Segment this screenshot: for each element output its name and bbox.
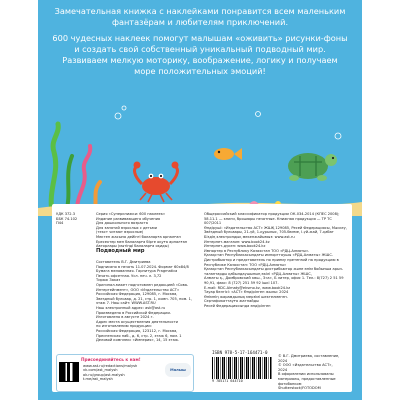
meta-line: (текст читают взрослые)	[96, 230, 144, 235]
intro-text	[52, 6, 348, 82]
meta-line: Для занятий взрослых с детьми	[96, 225, 157, 230]
intro-paragraph-2: 600 чудесных наклеек помогут малышам «оживить» рисунки-фоны и создать свой собственный уникальный подводный мир. Развиваем мелкую моторику, воображение, логику и получаем море положительных эмоций!	[52, 33, 348, 76]
intro-paragraph-1: Замечательная книжка с наклейками понравится всем маленьким фантазёрам и любителям приключений.	[54, 6, 346, 27]
barcode-icon	[212, 357, 272, 379]
social-title: Присоединяйтесь к нам!	[81, 357, 141, 362]
legal-line: Қазақстан Республикасындағы дистрибьютор және өнім бойынша арыз-талаптарды қабылдаушының өкілі «РДЦ-Алматы» ЖШС,	[204, 267, 344, 276]
meta-line: Серия «Суперкнижки: 600 наклеек»	[96, 212, 166, 216]
detail-line: этаж 7. Наш сайт: WWW.AST.RU	[96, 301, 156, 306]
detail-line: по изготовлению продукции:	[96, 324, 152, 329]
imprint-panel	[52, 204, 352, 392]
code-line: П44	[56, 221, 64, 226]
detail-line: Оригинал-макет подготовлен редакцией «Сова-	[96, 282, 189, 287]
social-block	[56, 354, 194, 392]
isbn: ISBN 978-5-17-164471-0	[212, 350, 268, 355]
detail-line: Изготовлено в августе 2024 г.	[96, 315, 154, 320]
legal-line: Тауар белгісі: «АСТ» Өндірілген жылы: 2024	[204, 290, 289, 295]
meta-line: Мектеп жасына дейінгі балаларға арналған	[96, 234, 181, 239]
publisher-logo: Малыш	[165, 363, 191, 377]
detail-line: Российская Федерация, 129085, г. Москва,	[96, 292, 178, 297]
legal-details	[204, 212, 350, 308]
legal-line: Біздің электрондық мекенжайымыз: www.ast.ru	[204, 234, 295, 239]
legal-line: Импортер в Республику Казахстан ТОО «РДЦ-Алматы».	[204, 248, 310, 253]
legal-line: E-mail: RDC-Almaty@eksmo.kz, www.book24.kz	[204, 285, 291, 290]
meta-line: Для дошкольного возраста	[96, 221, 148, 226]
detail-line: Адрес места осуществления деятельности	[96, 319, 179, 324]
underwater-illustration	[38, 96, 362, 216]
copyright-line: В оформлении использованы материалы, предоставленные фотобанком Shutterstock/FOTODOM	[278, 372, 336, 391]
social-link[interactable]: t.me/ast_malysh	[83, 376, 113, 381]
social-links	[83, 364, 137, 381]
copyright-line: © В.Г. Дмитриева, составление, 2024	[278, 354, 340, 363]
meta-line: Издание развивающего обучения	[96, 216, 161, 221]
legal-line: Өнімнің жарамдылық мерзімі шектелмеген.	[204, 294, 288, 299]
detail-line: Интертейнмент», ООО «Издательство АСТ»	[96, 287, 180, 292]
social-link[interactable]: vk.com/ast_malysh	[83, 368, 118, 373]
legal-line: Интернет-дүкен: www.book24.kz	[204, 244, 266, 249]
qr-code-icon[interactable]	[60, 363, 78, 381]
print-details	[96, 260, 198, 343]
legal-line: Алматы қ., Домбровский көш., 3«а», Б литер, офис 1. Тел.: 8(727) 2 51 59 90,91, факс: 8 (727) 251 59 92 ішкі 107.	[204, 276, 344, 285]
detail-line: Деловой комплекс «Империя», 14, 15 этаж.	[96, 338, 180, 343]
detail-line: Произведено в Российской Федерации.	[96, 310, 171, 315]
legal-line: Дистрибьютор и представитель по приему претензий на продукцию в Республике Казахстан: ТОО «РДЦ-Алматы»	[204, 257, 339, 267]
back-cover	[38, 0, 362, 400]
detail-line: Пресненская наб., д. 6, стр. 2, этаж 6, пом. 1	[96, 333, 182, 338]
meta-line: Авторлары (мәтінді балаларға оқиды)	[96, 244, 169, 249]
classification-codes	[56, 212, 86, 226]
code-line: ББК 74.102	[56, 216, 78, 221]
legal-line: Общероссийский классификатор продукции ОК-034-2014 (КПЕС 2008); 58.11.1 — книги, брошюры печатные. Книжная продукция — ТР ТС 007/2011	[204, 212, 340, 226]
legal-line: Қазақстан Республикасындағы импорттаушы «РДЦ-Алматы» ЖШС.	[204, 253, 334, 258]
detail-line: Наш электронный адрес: ask@ast.ru	[96, 305, 166, 310]
copyright-line: © ООО «Издательство АСТ», 2024	[278, 363, 333, 372]
barcode-digits: 9 785171 644710	[212, 379, 243, 383]
detail-line: Звездный бульвар, д. 21, стр. 1, комн. 705, пом. 1,	[96, 296, 193, 301]
barcode-block	[212, 350, 340, 391]
detail-line: Бумага мелованная. Гарнитура Pragmatica	[96, 269, 178, 274]
copyright	[278, 354, 340, 391]
legal-line: Ресей Федерациясында өндірілген	[204, 303, 271, 308]
series-meta	[96, 212, 192, 249]
compiler: Составитель В.Г. Дмитриева	[96, 260, 151, 264]
detail-line: Российская Федерация, 123112, г. Москва,	[96, 328, 178, 333]
social-link[interactable]: www.ast.ru/redactions/malysh	[83, 364, 138, 368]
meta-line: Ересектер мен балаларға бірге оқуға арналған	[96, 239, 188, 244]
legal-line: Сертификаттауға жатпайды	[204, 299, 259, 304]
code-line: УДК 372.3	[56, 212, 75, 216]
detail-line: Печать офсетная. Усл. печ. л. 3,72	[96, 273, 162, 278]
book-title: Подводный мир	[96, 248, 145, 254]
legal-line: Интернет-магазин: www.book24.kz	[204, 239, 270, 244]
social-link[interactable]: ok.ru/group/ast.malysh	[83, 372, 125, 377]
detail-line: Тираж Заказ	[96, 278, 121, 283]
legal-line: Өндіруші: «Издательство АСТ» ЖШҚ 129085, Ресей Федерациясы, Мәскеу, Звёздный бульвары, 21-үй, 1-құрылыс, 705-бөлме, I-үй-жай, 7-қабат	[204, 225, 347, 235]
detail-line: Подписано в печать 11.07.2024. Формат 60х84/8	[96, 264, 189, 269]
